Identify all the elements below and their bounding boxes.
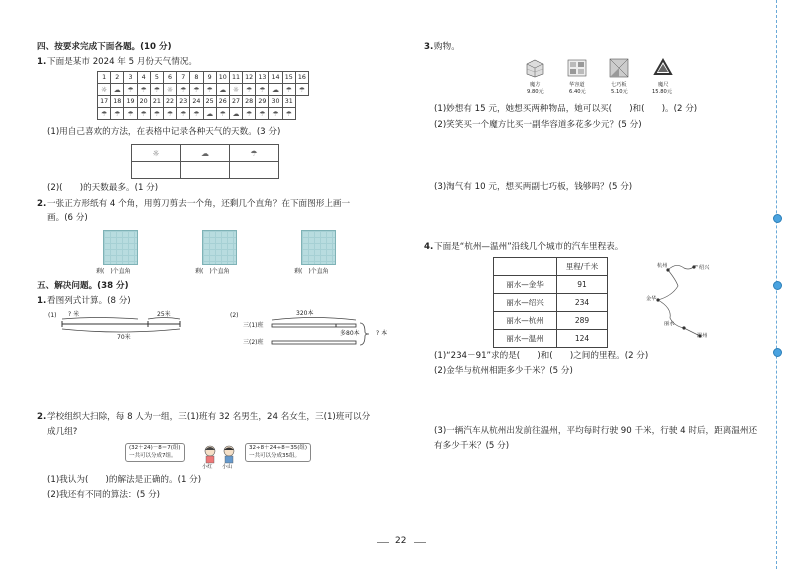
tally-input[interactable] [181,162,230,179]
sunny-icon: ☼ [229,84,242,96]
p1-number: 1. [37,296,47,306]
bubble1-line1: (32＋24)－8＝7(组) [129,445,181,451]
map-city-wenzhou: 温州 [697,333,708,339]
sunny-icon: ☼ [98,84,111,96]
q2-text-1: 一张正方形纸有 4 个角，用剪刀剪去一个角，还剩几个直角？在下面图形上画一 [47,199,351,209]
rainy-icon: ☂ [177,84,190,96]
tally-table [131,144,279,179]
cloudy-icon: ☁ [216,84,229,96]
p2-sub2: (2)我还有不同的算法：(5 分) [47,490,161,500]
day-cell: 27 [229,96,242,108]
diagram2-unknown: ? 本 [376,330,388,337]
sunny-icon: ☼ [152,148,160,158]
sunny-icon: ☼ [163,84,176,96]
map-city-shaoxing: 绍兴 [699,265,710,271]
day-cell: 13 [256,72,269,84]
p2-text-2: 成几组? [47,427,78,437]
map-city-jinhua: 金华 [646,296,657,302]
rubiks-cube-icon [524,58,546,78]
footer-dash-right [414,542,426,543]
rainy-icon: ☂ [150,84,163,96]
diagram2-320: 320本 [296,310,314,317]
day-cell: 16 [295,72,308,84]
day-cell: 25 [203,96,216,108]
page-number: 22 [395,536,407,546]
mile-route: 丽水—温州 [494,330,557,348]
square-label-1: 剩( )个直角 [96,268,131,275]
diagram2-more80: 多80本 [340,330,360,337]
square-paper-1[interactable] [103,230,138,265]
rainy-icon: ☂ [150,108,163,120]
cloudy-icon: ☁ [269,84,282,96]
kid-xiaohong-name: 小红 [202,464,213,470]
day-cell: 23 [177,96,190,108]
product-name-3: 七巧板 [611,82,627,88]
binding-hole [773,281,782,290]
map-city-lishui: 丽水 [664,321,675,327]
diagram2-class2: 三(2)班 [243,339,264,346]
rainy-icon: ☂ [282,84,295,96]
cloudy-icon: ☁ [203,108,216,120]
diagram1-unknown: ? 米 [68,311,80,318]
section-5-title: 五、解决问题。(38 分) [37,281,129,291]
p4-sub1: (1)“234－91”求的是( )和( )之间的里程。(2 分) [434,351,649,361]
p2-text-1: 学校组织大扫除，每 8 人为一组，三(1)班有 32 名男生，24 名女生，三(1)班可以分 [47,412,371,422]
day-cell: 26 [216,96,229,108]
square-label-3: 剩( )个直角 [294,268,329,275]
huarong-puzzle-icon [566,58,588,78]
tally-input[interactable] [132,162,181,179]
mile-km: 124 [557,330,608,348]
rainy-icon: ☂ [190,108,203,120]
kid-xiaoshan-name: 小山 [222,464,233,470]
diagram1-70m: 70米 [117,334,131,341]
q2-number: 2. [37,199,47,209]
day-cell: 8 [190,72,203,84]
xiaoshan-bubble [245,443,311,462]
tangram-icon [608,58,630,78]
day-cell: 7 [177,72,190,84]
p4-sub3-line2: 有多少千米？(5 分) [434,441,510,451]
binding-hole [773,214,782,223]
day-cell: 14 [269,72,282,84]
day-cell: 15 [282,72,295,84]
rainy-icon: ☂ [250,148,258,158]
rainy-icon: ☂ [203,84,216,96]
rainy-icon: ☂ [137,108,150,120]
magic-ruler-icon [652,58,674,78]
p4-sub2: (2)金华与杭州相距多少千米？(5 分) [434,366,573,376]
square-paper-2[interactable] [202,230,237,265]
day-cell: 9 [203,72,216,84]
tally-input[interactable] [230,162,279,179]
line-diagram-2 [268,314,378,350]
tally-rainy-cell [230,145,279,162]
day-cell: 6 [163,72,176,84]
day-cell: 5 [150,72,163,84]
mile-km: 234 [557,294,608,312]
xiaohong-bubble [125,443,185,462]
section-4-title: 四、按要求完成下面各题。(10 分) [37,42,172,52]
day-cell: 3 [124,72,137,84]
product-name-1: 魔方 [530,82,541,88]
rainy-icon: ☂ [282,108,295,120]
tally-cloudy-cell [181,145,230,162]
q2-text-2: 画。(6 分) [47,213,88,223]
p3-sub3: (3)淘气有 10 元，想买两副七巧板，钱够吗？(5 分) [434,182,633,192]
day-cell: 12 [243,72,256,84]
mile-km: 289 [557,312,608,330]
product-price-3: 5.10元 [611,89,628,95]
binding-hole [773,348,782,357]
diagram2-label: (2) [230,312,239,319]
p1-text: 看图列式计算。(8 分) [47,296,131,306]
rainy-icon: ☂ [111,108,124,120]
rainy-icon: ☂ [243,108,256,120]
p3-number: 3. [424,42,434,52]
bubble2-line1: 32÷8＋24÷8＝35(组) [249,445,308,451]
p3-sub2: (2)笑笑买一个魔方比买一副华容道多花多少元？(5 分) [434,120,642,130]
mileage-table [493,257,608,348]
cloudy-icon: ☁ [229,108,242,120]
day-cell: 20 [137,96,150,108]
day-cell: 17 [98,96,111,108]
p3-sub1: (1)妙想有 15 元，她想买两种物品，她可以买( )和( )。(2 分) [434,104,698,114]
day-cell: 10 [216,72,229,84]
bubble2-line2: 一共可以分成35组。 [249,452,300,459]
mile-route: 丽水—绍兴 [494,294,557,312]
p4-sub3-line1: (3)一辆汽车从杭州出发前往温州，平均每时行驶 90 千米，行驶 4 时后，距离温州还 [434,426,758,436]
rainy-icon: ☂ [124,108,137,120]
day-cell: 28 [243,96,256,108]
day-cell: 4 [137,72,150,84]
p4-number: 4. [424,242,434,252]
day-cell: 18 [111,96,124,108]
map-city-hangzhou: 杭州 [657,263,668,269]
square-paper-3[interactable] [301,230,336,265]
kids-illustration [200,444,240,464]
tally-sunny-cell [132,145,181,162]
q1-number: 1. [37,57,47,67]
rainy-icon: ☂ [295,84,308,96]
rainy-icon: ☂ [124,84,137,96]
p2-number: 2. [37,412,47,422]
day-cell: 29 [256,96,269,108]
q1-sub2: (2)( )的天数最多。(1 分) [47,183,159,193]
q1-sub1: (1)用自己喜欢的方法，在表格中记录各种天气的天数。(3 分) [47,127,281,137]
weather-table [97,71,309,120]
square-label-2: 剩( )个直角 [195,268,230,275]
day-cell: 19 [124,96,137,108]
product-price-1: 9.80元 [527,89,544,95]
rainy-icon: ☂ [256,108,269,120]
rainy-icon: ☂ [98,108,111,120]
product-price-2: 6.40元 [569,89,586,95]
mile-header: 里程/千米 [557,258,608,276]
p4-text: 下面是“杭州—温州”沿线几个城市的汽车里程表。 [434,242,624,252]
rainy-icon: ☂ [177,108,190,120]
day-cell: 22 [163,96,176,108]
p3-text: 购物。 [434,42,460,52]
rainy-icon: ☂ [256,84,269,96]
mile-km: 91 [557,276,608,294]
rainy-icon: ☂ [216,108,229,120]
product-price-4: 15.80元 [652,89,673,95]
day-cell: 1 [98,72,111,84]
rainy-icon: ☂ [163,108,176,120]
diagram1-25m: 25米 [157,311,171,318]
diagram2-class1: 三(1)班 [243,322,264,329]
day-cell: 24 [190,96,203,108]
product-name-4: 魔尺 [658,82,669,88]
day-cell: 30 [269,96,282,108]
mile-corner [494,258,557,276]
q1-text: 下面是某市 2024 年 5 月份天气情况。 [47,57,197,67]
diagram1-label: (1) [48,312,57,319]
rainy-icon: ☂ [269,108,282,120]
bubble1-line2: 一共可以分成7组。 [129,452,177,459]
day-cell: 21 [150,96,163,108]
product-name-2: 华容道 [569,82,585,88]
day-cell: 31 [282,96,295,108]
mile-route: 丽水—金华 [494,276,557,294]
rainy-icon: ☂ [137,84,150,96]
p2-sub1: (1)我认为( )的解法是正确的。(1 分) [47,475,202,485]
mile-route: 丽水—杭州 [494,312,557,330]
cloudy-icon: ☁ [201,148,209,158]
cloudy-icon: ☁ [111,84,124,96]
day-cell: 2 [111,72,124,84]
footer-dash-left [377,542,389,543]
day-cell: 11 [229,72,242,84]
rainy-icon: ☂ [190,84,203,96]
rainy-icon: ☂ [243,84,256,96]
